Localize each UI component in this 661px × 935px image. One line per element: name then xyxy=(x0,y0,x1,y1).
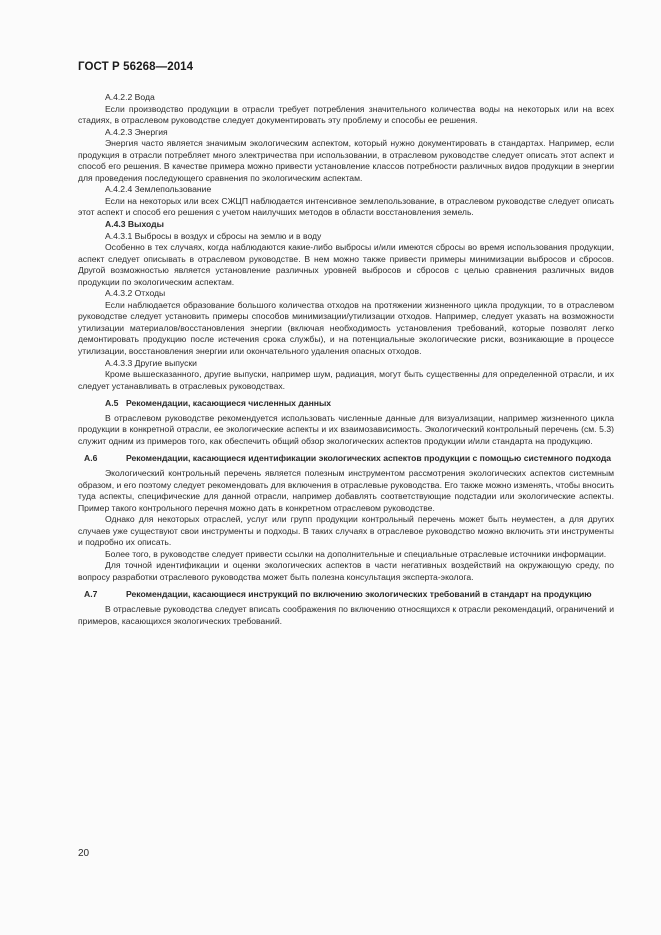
body-paragraph: В отраслевом руководстве рекомендуется использовать численные данные для визуализации, например жизненного цикла продукции в конкретной отрасли, ее экологические аспекты и их взаимозависимость. Экологический контрольный перечень (см. 5.3) служит одним из примеров того, как обеспечить общий обзор экологических аспектов продукции и/или стандарта на продукцию. xyxy=(78,412,614,446)
body-paragraph: В отраслевые руководства следует вписать соображения по включению относящихся к отрасли рекомендаций, ограничений и примеров, касающихся экологических требований. xyxy=(78,603,614,626)
section-title: Рекомендации, касающиеся идентификации экологических аспектов продукции с помощью системного подхода xyxy=(126,453,612,464)
body-paragraph: Особенно в тех случаях, когда наблюдаются какие-либо выбросы и/или имеются сбросы во время использования продукции, аспект следует описывать в отраслевом руководстве. В нем можно также привести примеры минимизации выбросов и сбросов. Другой возможностью является установление различных уровней выбросов и сбросов с целью сравнения различных видов продукции по экологическим аспектам. xyxy=(78,242,614,287)
document-body xyxy=(78,92,614,627)
section-number: А.7 xyxy=(84,589,98,600)
section-heading xyxy=(78,398,614,410)
section-heading xyxy=(78,589,614,601)
subsection-heading: А.4.2.4 Землепользование xyxy=(105,184,212,195)
body-paragraph: Если на некоторых или всех СЖЦП наблюдается интенсивное землепользование, в отраслевом руководстве следует описать этот аспект и способ его решения с учетом наилучших методов в области восстановления земель. xyxy=(78,195,614,218)
subsection-heading: А.4.2.3 Энергия xyxy=(105,126,168,137)
subsection-heading: А.4.3 Выходы xyxy=(105,219,164,230)
body-paragraph: Если наблюдается образование большого количества отходов на протяжении жизненного цикла продукции, то в отраслевом руководстве следует установить примеры способов минимизации/утилизации отходов. Например, следует указать на возможности утилизации материалов/восстановления энергии (включая необходимость установления требований, которые позволят легко демонтировать продукцию после истечения срока службы), и на потенциальные экологические риски, возникающие в процессе утилизации, восстановления энергии или окончательного удаления опасных отходов. xyxy=(78,299,614,357)
subsection-heading: А.4.2.2 Вода xyxy=(105,92,155,102)
section-title: Рекомендации, касающиеся численных данных xyxy=(126,398,332,409)
section-number: А.5 xyxy=(105,398,119,409)
section-heading xyxy=(78,453,614,465)
body-paragraph: Если производство продукции в отрасли требует потребления значительного количества воды на некоторых или на всех стадиях, в отраслевом руководстве следует документировать эту проблему и способы ее решения. xyxy=(78,103,614,126)
body-paragraph: Экологический контрольный перечень является полезным инструментом рассмотрения экологических аспектов системным образом, и его поэтому следует рекомендовать для включения в отраслевые руководства. Его также можно изменять, чтобы вносить туда аспекты, специфические для данной отрасли, например добавлять соответствующие подстадии или экологические аспекты. Пример такого контрольного перечня можно дать в конкретном отраслевом руководстве. xyxy=(78,467,614,513)
section-title: Рекомендации, касающиеся инструкций по включению экологических требований в стандарт на продукцию xyxy=(126,589,592,600)
body-paragraph: Однако для некоторых отраслей, услуг или групп продукции контрольный перечень может быть неуместен, а для других случаев уже существуют свои инструменты и подходы. В таких случаях в отраслевое руководство можно включить эти инструменты и подробно их описать. xyxy=(78,514,614,548)
subsection-heading: А.4.3.3 Другие выпуски xyxy=(105,357,197,368)
body-paragraph: Энергия часто является значимым экологическим аспектом, который нужно документировать в стандартах. Например, если продукция в отрасли потребляет много электричества при использовании, в отраслевом руководстве следует описать этот аспект и способ его решения. В качестве примера можно привести установление классов потребности различных видов продукции в энергии для проведения последующего сравнения по экологическим аспектам. xyxy=(78,138,614,183)
body-paragraph: Для точной идентификации и оценки экологических аспектов в части негативных воздействий на окружающую среду, по вопросу разработки отраслевого руководства может быть полезна консультация эксперта-эколога. xyxy=(78,560,614,582)
body-paragraph: Кроме вышесказанного, другие выпуски, например шум, радиация, могут быть существенны для определенной отрасли, и их следует устанавливать в отраслевых руководствах. xyxy=(78,369,614,391)
body-paragraph: Более того, в руководстве следует привести ссылки на дополнительные и специальные отраслевые источники информации. xyxy=(105,548,607,559)
page-number: 20 xyxy=(78,848,90,859)
section-number: А.6 xyxy=(84,453,98,464)
document-header: ГОСТ Р 56268—2014 xyxy=(78,61,194,73)
subsection-heading: А.4.3.1 Выбросы в воздух и сбросы на землю и в воду xyxy=(105,230,322,241)
subsection-heading: А.4.3.2 Отходы xyxy=(105,288,166,299)
